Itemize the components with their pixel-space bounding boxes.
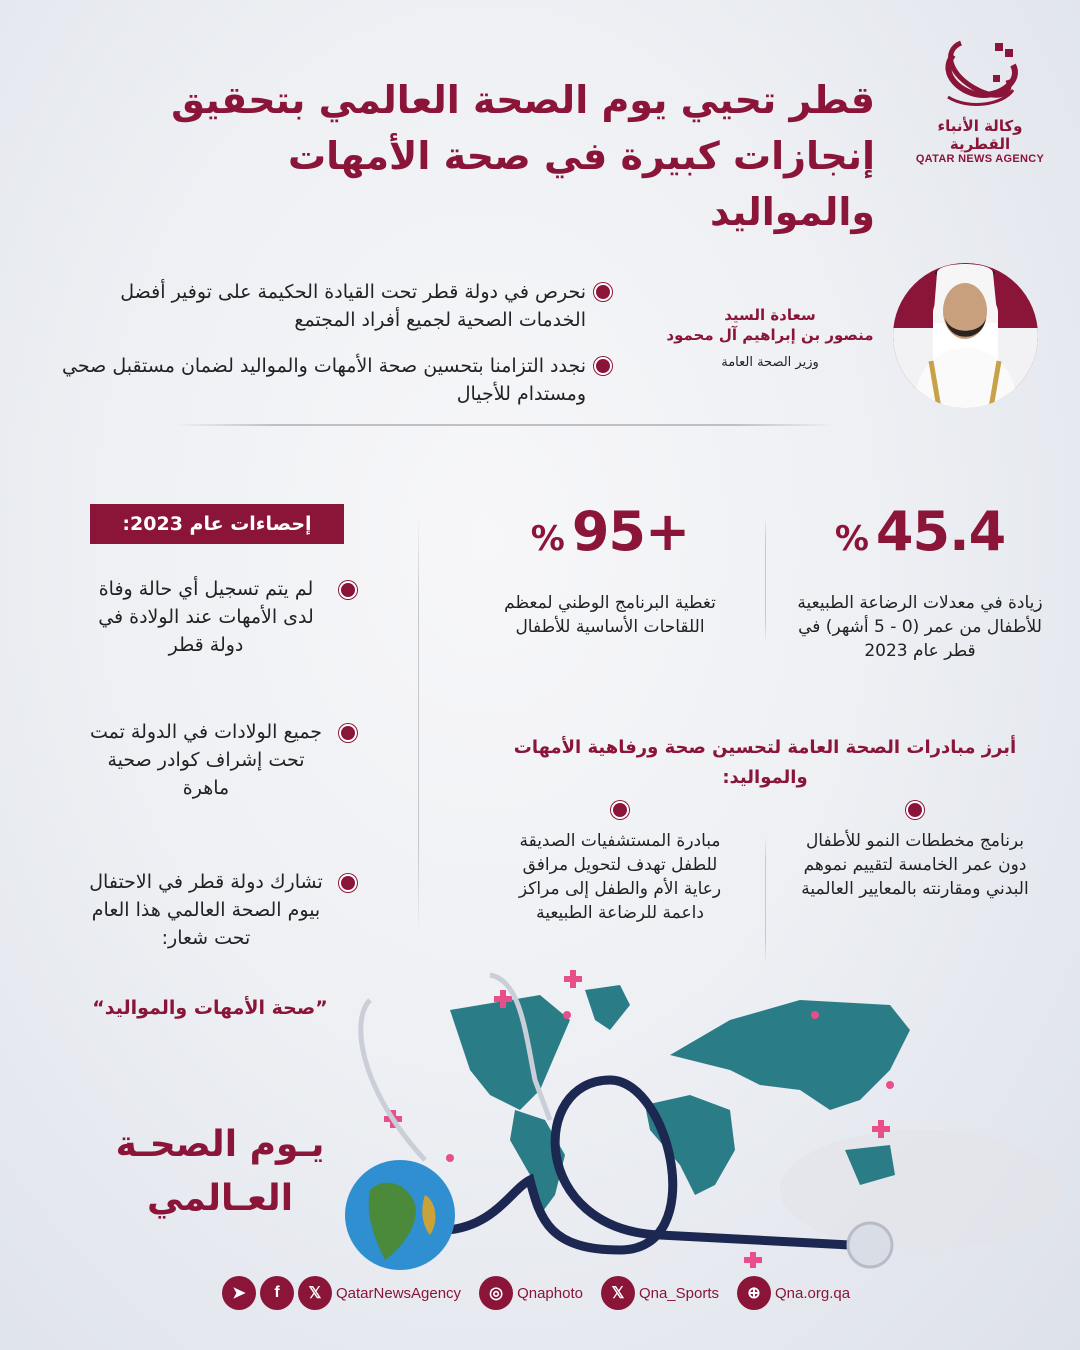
- facebook-icon[interactable]: f: [260, 1276, 294, 1310]
- minister-portrait-icon: [893, 263, 1038, 408]
- health-illustration: [330, 960, 1080, 1270]
- social-handle[interactable]: QatarNewsAgency: [336, 1284, 462, 1302]
- globe-icon[interactable]: ⊕: [737, 1276, 771, 1310]
- minister-role: وزير الصحة العامة: [721, 355, 819, 370]
- x-icon[interactable]: 𝕏: [298, 1276, 332, 1310]
- qna-logo: [905, 35, 1055, 165]
- social-group-qnaphoto[interactable]: [479, 1276, 583, 1310]
- logo-arabic-name: وكالة الأنباء القطرية: [937, 117, 1023, 153]
- fact-item: [85, 718, 355, 802]
- initiative-item: [505, 803, 735, 925]
- column-divider: [418, 515, 419, 935]
- bullet-icon: [341, 583, 355, 597]
- quote-item: [50, 352, 610, 408]
- minister-quotes: [50, 278, 610, 426]
- social-group-website[interactable]: [737, 1276, 850, 1310]
- bullet-icon: [341, 876, 355, 890]
- stat-vaccination: [480, 500, 740, 639]
- bullet-icon: [341, 726, 355, 740]
- minister-info: [660, 305, 880, 370]
- world-health-day-title: يـوم الصحـة العـالمي: [115, 1124, 325, 1219]
- initiative-item: [800, 803, 1030, 901]
- bullet-icon: [908, 803, 922, 817]
- fact-item: [85, 575, 355, 659]
- x-icon[interactable]: 𝕏: [601, 1276, 635, 1310]
- bullet-icon: [613, 803, 627, 817]
- fact-text: لم يتم تسجيل أي حالة وفاة لدى الأمهات عند الولادة في دولة قطر: [98, 578, 314, 656]
- quote-item: [50, 278, 610, 334]
- stats-2023-label: إحصاءات عام 2023:: [90, 504, 344, 544]
- minister-honorific: سعادة السيد: [724, 306, 816, 324]
- social-handle[interactable]: Qnaphoto: [517, 1284, 583, 1302]
- social-group-qna-sports[interactable]: [601, 1276, 719, 1310]
- quote-text: نجدد التزامنا بتحسين صحة الأمهات والمواليد لضمان مستقبل صحي ومستدام للأجيال: [62, 355, 586, 405]
- campaign-slogan: ”صحة الأمهات والمواليد“: [92, 997, 328, 1019]
- stat-description: تغطية البرنامج الوطني لمعظم اللقاحات الأساسية للأطفال: [504, 593, 716, 637]
- stethoscope-icon: [430, 1080, 850, 1250]
- stat-description: زيادة في معدلات الرضاعة الطبيعية للأطفال من عمر (0 - 5 أشهر) في قطر عام 2023: [797, 593, 1043, 661]
- initiative-text: مبادرة المستشفيات الصديقة للطفل تهدف لتحويل مرافق رعاية الأم والطفل إلى مراكز داعمة للرضاعة الطبيعية: [518, 831, 722, 923]
- social-handle[interactable]: Qna_Sports: [638, 1284, 719, 1302]
- stats-divider: [765, 515, 766, 645]
- initiatives-title: أبرز مبادرات الصحة العامة لتحسين صحة ورفاهية الأمهات والمواليد:: [513, 737, 1017, 788]
- minister-photo: [893, 263, 1038, 408]
- section-divider: [175, 424, 835, 426]
- social-group-qatarnewsagency[interactable]: [222, 1276, 461, 1310]
- bullet-icon: [596, 359, 610, 373]
- fact-item: [85, 868, 355, 952]
- quote-text: نحرص في دولة قطر تحت القيادة الحكيمة على توفير أفضل الخدمات الصحية لجميع أفراد المجتمع: [120, 281, 586, 331]
- instagram-icon[interactable]: ◎: [479, 1276, 513, 1310]
- fact-text: جميع الولادات في الدولة تمت تحت إشراف كوادر صحية ماهرة: [89, 721, 323, 799]
- minister-name: منصور بن إبراهيم آل محمود: [666, 326, 874, 344]
- title-line-2: إنجازات كبيرة في صحة الأمهات والمواليد: [287, 134, 875, 234]
- initiative-text: برنامج مخططات النمو للأطفال دون عمر الخامسة لتقييم نموهم البدني ومقارنته بالمعايير العالمية: [801, 831, 1029, 899]
- stat-value: % 95+: [530, 500, 690, 563]
- fact-text: تشارك دولة قطر في الاحتفال بيوم الصحة العالمي هذا العام تحت شعار:: [89, 871, 323, 949]
- social-handle[interactable]: Qna.org.qa: [775, 1284, 851, 1302]
- title-line-1: قطر تحيي يوم الصحة العالمي بتحقيق: [171, 78, 875, 122]
- qna-emblem-icon: [933, 35, 1028, 115]
- logo-english-name: QATAR NEWS AGENCY: [915, 153, 1045, 165]
- social-bar: [222, 1276, 864, 1310]
- stat-value: % 45.4: [834, 500, 1006, 563]
- bullet-icon: [596, 285, 610, 299]
- stat-breastfeeding: [795, 500, 1045, 663]
- initiatives-divider: [765, 835, 766, 965]
- telegram-icon[interactable]: ➤: [222, 1276, 256, 1310]
- page-title: [115, 72, 875, 240]
